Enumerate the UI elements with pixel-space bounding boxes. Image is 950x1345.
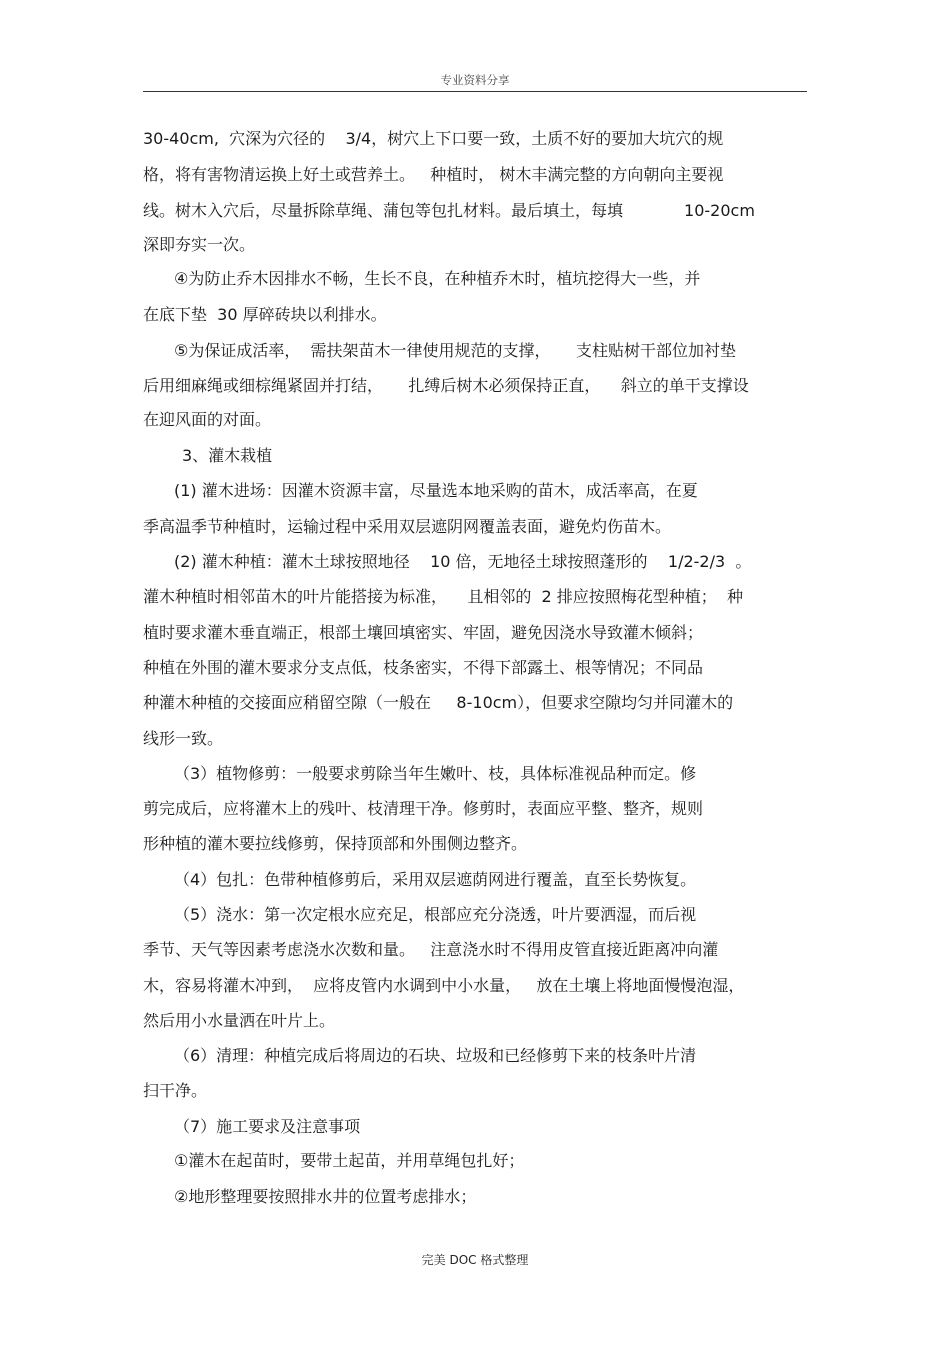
text-line: 种植在外围的灌木要求分支点低，枝条密实，不得下部露土、根等情况；不同品 xyxy=(143,658,704,677)
text-line: 格，将有害物清运换上好土或营养土。 种植时， 树木丰满完整的方向朝向主要视 xyxy=(143,165,724,184)
text-line: 扫干净。 xyxy=(143,1081,208,1100)
text-line: 形种植的灌木要拉线修剪，保持顶部和外围侧边整齐。 xyxy=(143,834,528,853)
text-line: ②地形整理要按照排水井的位置考虑排水； xyxy=(174,1187,477,1206)
text-line: 木，容易将灌木冲到， 应将皮管内水调到中小水量， 放在土壤上将地面慢慢泡湿， xyxy=(143,976,745,995)
text-line: 然后用小水量洒在叶片上。 xyxy=(143,1011,336,1030)
text-line: （6）清理：种植完成后将周边的石块、垃圾和已经修剪下来的枝条叶片清 xyxy=(174,1046,697,1065)
text-line: ①灌木在起苗时，要带土起苗，并用草绳包扎好； xyxy=(174,1151,525,1170)
text-line: 植时要求灌木垂直端正，根部土壤回填密实、牢固，避免因浇水导致灌木倾斜； xyxy=(143,623,704,642)
text-line: （3）植物修剪：一般要求剪除当年生嫩叶、枝，具体标准视品种而定。修 xyxy=(174,764,697,783)
text-line: 后用细麻绳或细棕绳紧固并打结， 扎缚后树木必须保持正直， 斜立的单干支撑设 xyxy=(143,376,749,395)
text-line: （7）施工要求及注意事项 xyxy=(174,1117,361,1136)
text-line: 季高温季节种植时，运输过程中采用双层遮阴网覆盖表面，避免灼伤苗木。 xyxy=(143,517,672,536)
section-heading: 3、灌木栽植 xyxy=(182,446,273,465)
text-line: （5）浇水：第一次定根水应充足，根部应充分浇透，叶片要洒湿，而后视 xyxy=(174,905,697,924)
text-line: （4）包扎：色带种植修剪后，采用双层遮荫网进行覆盖，直至长势恢复。 xyxy=(174,870,697,889)
text-line: 30-40cm, 穴深为穴径的 3/4，树穴上下口要一致，土质不好的要加大坑穴的规 xyxy=(143,129,724,148)
text-line: 在底下垫 30 厚碎砖块以利排水。 xyxy=(143,305,387,324)
text-line: 深即夯实一次。 xyxy=(143,235,256,254)
text-line: 线。树木入穴后，尽量拆除草绳、蒲包等包扎材料。最后填土，每填 10-20cm xyxy=(143,201,755,220)
text-line: ④为防止乔木因排水不畅，生长不良，在种植乔木时，植坑挖得大一些，并 xyxy=(174,269,701,288)
text-line: ⑤为保证成活率， 需扶架苗木一律使用规范的支撑， 支柱贴树干部位加衬垫 xyxy=(174,341,736,360)
text-line: 季节、天气等因素考虑浇水次数和量。 注意浇水时不得用皮管直接近距离冲向灌 xyxy=(143,940,719,959)
text-line: (1) 灌木进场：因灌木资源丰富，尽量选本地采购的苗木，成活率高，在夏 xyxy=(174,481,698,500)
page-footer: 完美 DOC 格式整理 xyxy=(421,1253,529,1267)
text-line: (2) 灌木种植：灌木土球按照地径 10 倍，无地径土球按照蓬形的 1/2-2/3 。 xyxy=(174,552,752,571)
text-line: 线形一致。 xyxy=(143,729,224,748)
text-line: 剪完成后，应将灌木上的残叶、枝清理干净。修剪时，表面应平整、整齐，规则 xyxy=(143,799,704,818)
page-header: 专业资料分享 xyxy=(440,73,510,87)
text-line: 灌木种植时相邻苗木的叶片能搭接为标准， 且相邻的 2 排应按照梅花型种植； 种 xyxy=(143,587,743,606)
text-line: 在迎风面的对面。 xyxy=(143,410,272,429)
text-line: 种灌木种植的交接面应稍留空隙（一般在 8-10cm），但要求空隙均匀并同灌木的 xyxy=(143,693,734,712)
